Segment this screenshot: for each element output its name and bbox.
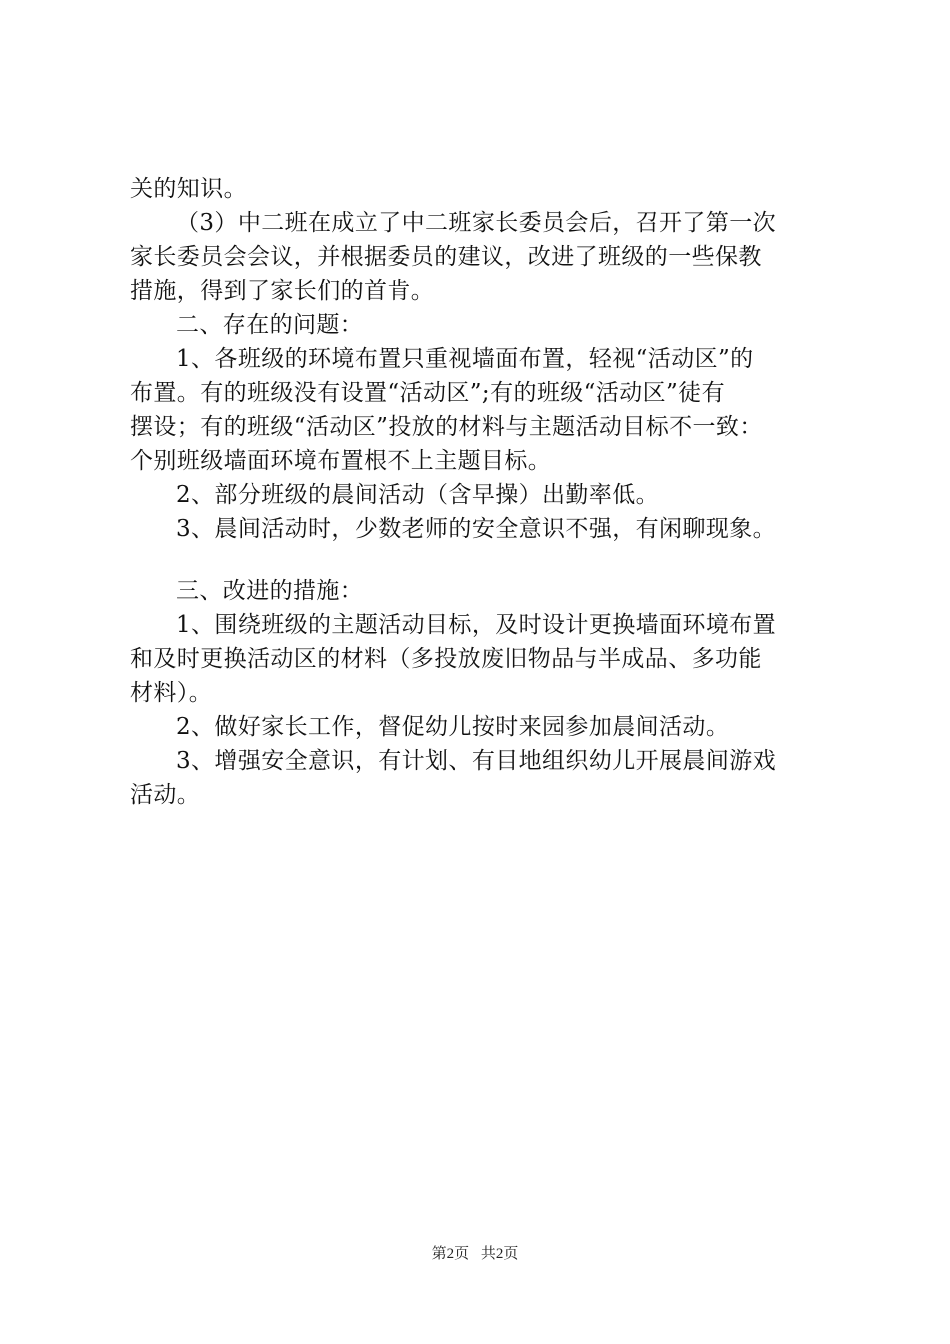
paragraph-line: 个别班级墙面环境布置根不上主题目标。 — [130, 448, 552, 474]
page-number: 第2页 — [431, 1246, 470, 1262]
paragraph-line: 1、围绕班级的主题活动目标，及时设计更换墙面环境布置 — [176, 612, 777, 638]
paragraph-line: 措施，得到了家长们的首肯。 — [130, 278, 435, 304]
paragraph-line: 2、部分班级的晨间活动（含早操）出勤率低。 — [176, 482, 660, 508]
section-heading: 三、改进的措施： — [176, 578, 364, 604]
paragraph-line: 3、晨间活动时，少数老师的安全意识不强，有闲聊现象。 — [176, 516, 777, 542]
paragraph-line: 关的知识。 — [130, 176, 247, 202]
section-heading: 二、存在的问题： — [176, 312, 364, 338]
paragraph-line: 活动。 — [130, 782, 201, 808]
page-total: 共2页 — [480, 1246, 519, 1262]
paragraph-line: 1、各班级的环境布置只重视墙面布置，轻视“活动区”的 — [176, 346, 754, 372]
paragraph-line: 3、增强安全意识，有计划、有目地组织幼儿开展晨间游戏 — [176, 748, 777, 774]
paragraph-line: 摆设；有的班级“活动区”投放的材料与主题活动目标不一致： — [130, 414, 763, 440]
paragraph-line: 和及时更换活动区的材料（多投放废旧物品与半成品、多功能 — [130, 646, 762, 672]
paragraph-line: （3）中二班在成立了中二班家长委员会后，召开了第一次 — [176, 210, 777, 236]
paragraph-line: 材料）。 — [130, 680, 213, 706]
page-footer — [0, 1244, 950, 1264]
paragraph-gap — [130, 546, 832, 574]
paragraph-line: 2、做好家长工作，督促幼儿按时来园参加晨间活动。 — [176, 714, 730, 740]
paragraph-line: 家长委员会会议，并根据委员的建议，改进了班级的一些保教 — [130, 244, 762, 270]
document-body — [130, 172, 832, 812]
paragraph-line: 布置。有的班级没有设置“活动区”;有的班级“活动区”徒有 — [130, 380, 725, 406]
